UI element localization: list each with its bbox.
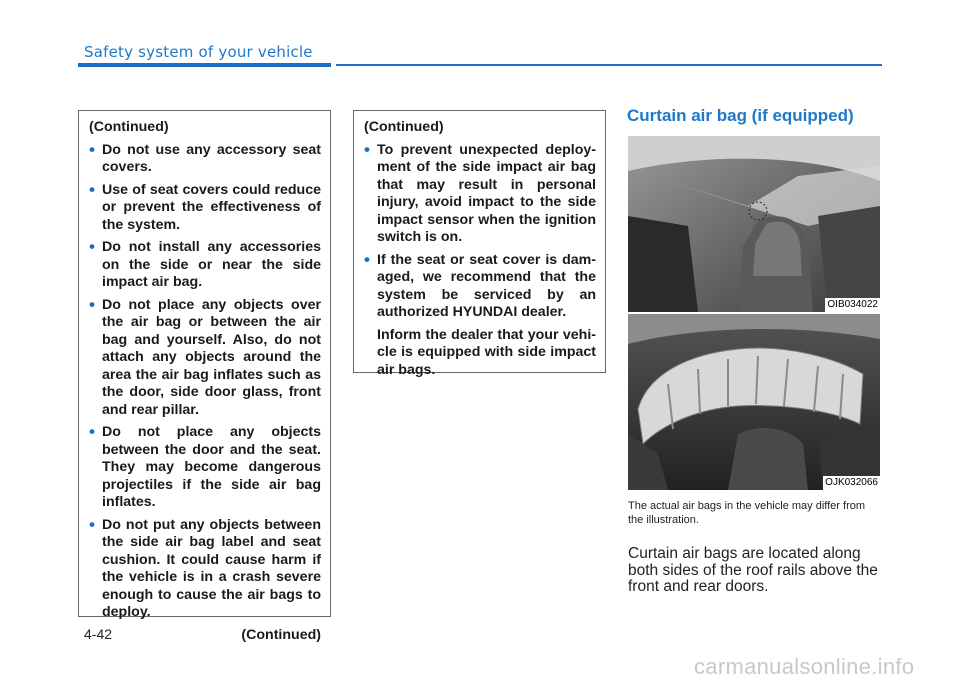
bullet-icon: • (364, 249, 370, 269)
watermark: carmanualsonline.info (694, 654, 915, 679)
bullet-icon: • (89, 237, 95, 256)
car-interior-photo (628, 136, 880, 312)
bullet-icon: • (89, 422, 95, 441)
warning-item-text: Do not use any accessory seat covers. (102, 141, 321, 175)
continued-label-end: (Continued) (241, 626, 321, 643)
warning-item-text: Do not install any accessories on the side or near the side impact air bag. (102, 239, 321, 290)
bullet-icon: • (364, 139, 370, 159)
warning-item (364, 139, 596, 247)
continued-label: (Continued) (89, 119, 169, 135)
page-number: 4-42 (84, 626, 113, 642)
warning-item-text: Do not place any objects over the air bag or between the air bag and yourself. Also, do not attach any objects around the area the air bag inflates such as the door, side door glass, front and rear pillar. (102, 296, 321, 418)
warning-item-text: Do not place any objects between the door and the seat. They may become dangerous projectiles if the side air bag inflates. (102, 424, 321, 510)
continued-label: (Continued) (364, 119, 444, 135)
warning-item (89, 294, 321, 420)
bullet-icon: • (89, 139, 95, 159)
warning-paragraph: Inform the dealer that your vehi-cle is equipped with side impact air bags. (377, 326, 596, 378)
warning-item-text: Do not put any objects between the side air bag label and seat cushion. It could cause harm if the vehicle is in a crash severe enough to cause the air bags to deploy. (102, 516, 321, 620)
warning-item (89, 514, 321, 622)
warning-item (89, 139, 321, 177)
warning-item (89, 424, 321, 512)
curtain-airbag-illustration (628, 314, 880, 490)
section-title: Safety system of your vehicle (84, 43, 313, 61)
warning-item (89, 179, 321, 235)
body-paragraph: Curtain air bags are located along both sides of the roof rails above the front and rear doors. (628, 545, 878, 595)
bullet-icon: • (89, 514, 95, 534)
warning-item (364, 249, 596, 322)
curtain-airbag-heading: Curtain air bag (if equipped) (627, 106, 854, 125)
warning-item-text: Use of seat covers could reduce or prevent the effectiveness of the system. (102, 181, 321, 233)
warning-item-text: If the seat or seat cover is dam-aged, we recommend that the system be serviced by an authorized HYUNDAI dealer. (377, 251, 596, 320)
image-caption: The actual air bags in the vehicle may differ from the illustration. (628, 500, 866, 526)
car-interior-illustration (628, 136, 880, 312)
header-rule-thick (78, 63, 331, 67)
header-rule-thin (336, 64, 882, 66)
bullet-icon: • (89, 294, 95, 314)
curtain-airbag-photo (628, 314, 880, 490)
image-code: OIB034022 (827, 299, 878, 310)
warning-item (89, 239, 321, 292)
image-code: OJK032066 (825, 477, 878, 488)
warning-box-middle (353, 110, 606, 378)
bullet-icon: • (89, 179, 95, 199)
warning-item-text: To prevent unexpected deploy-ment of the side impact air bag that may result in personal injury, avoid impact to the side impact sensor when the ignition switch is on. (377, 141, 596, 245)
